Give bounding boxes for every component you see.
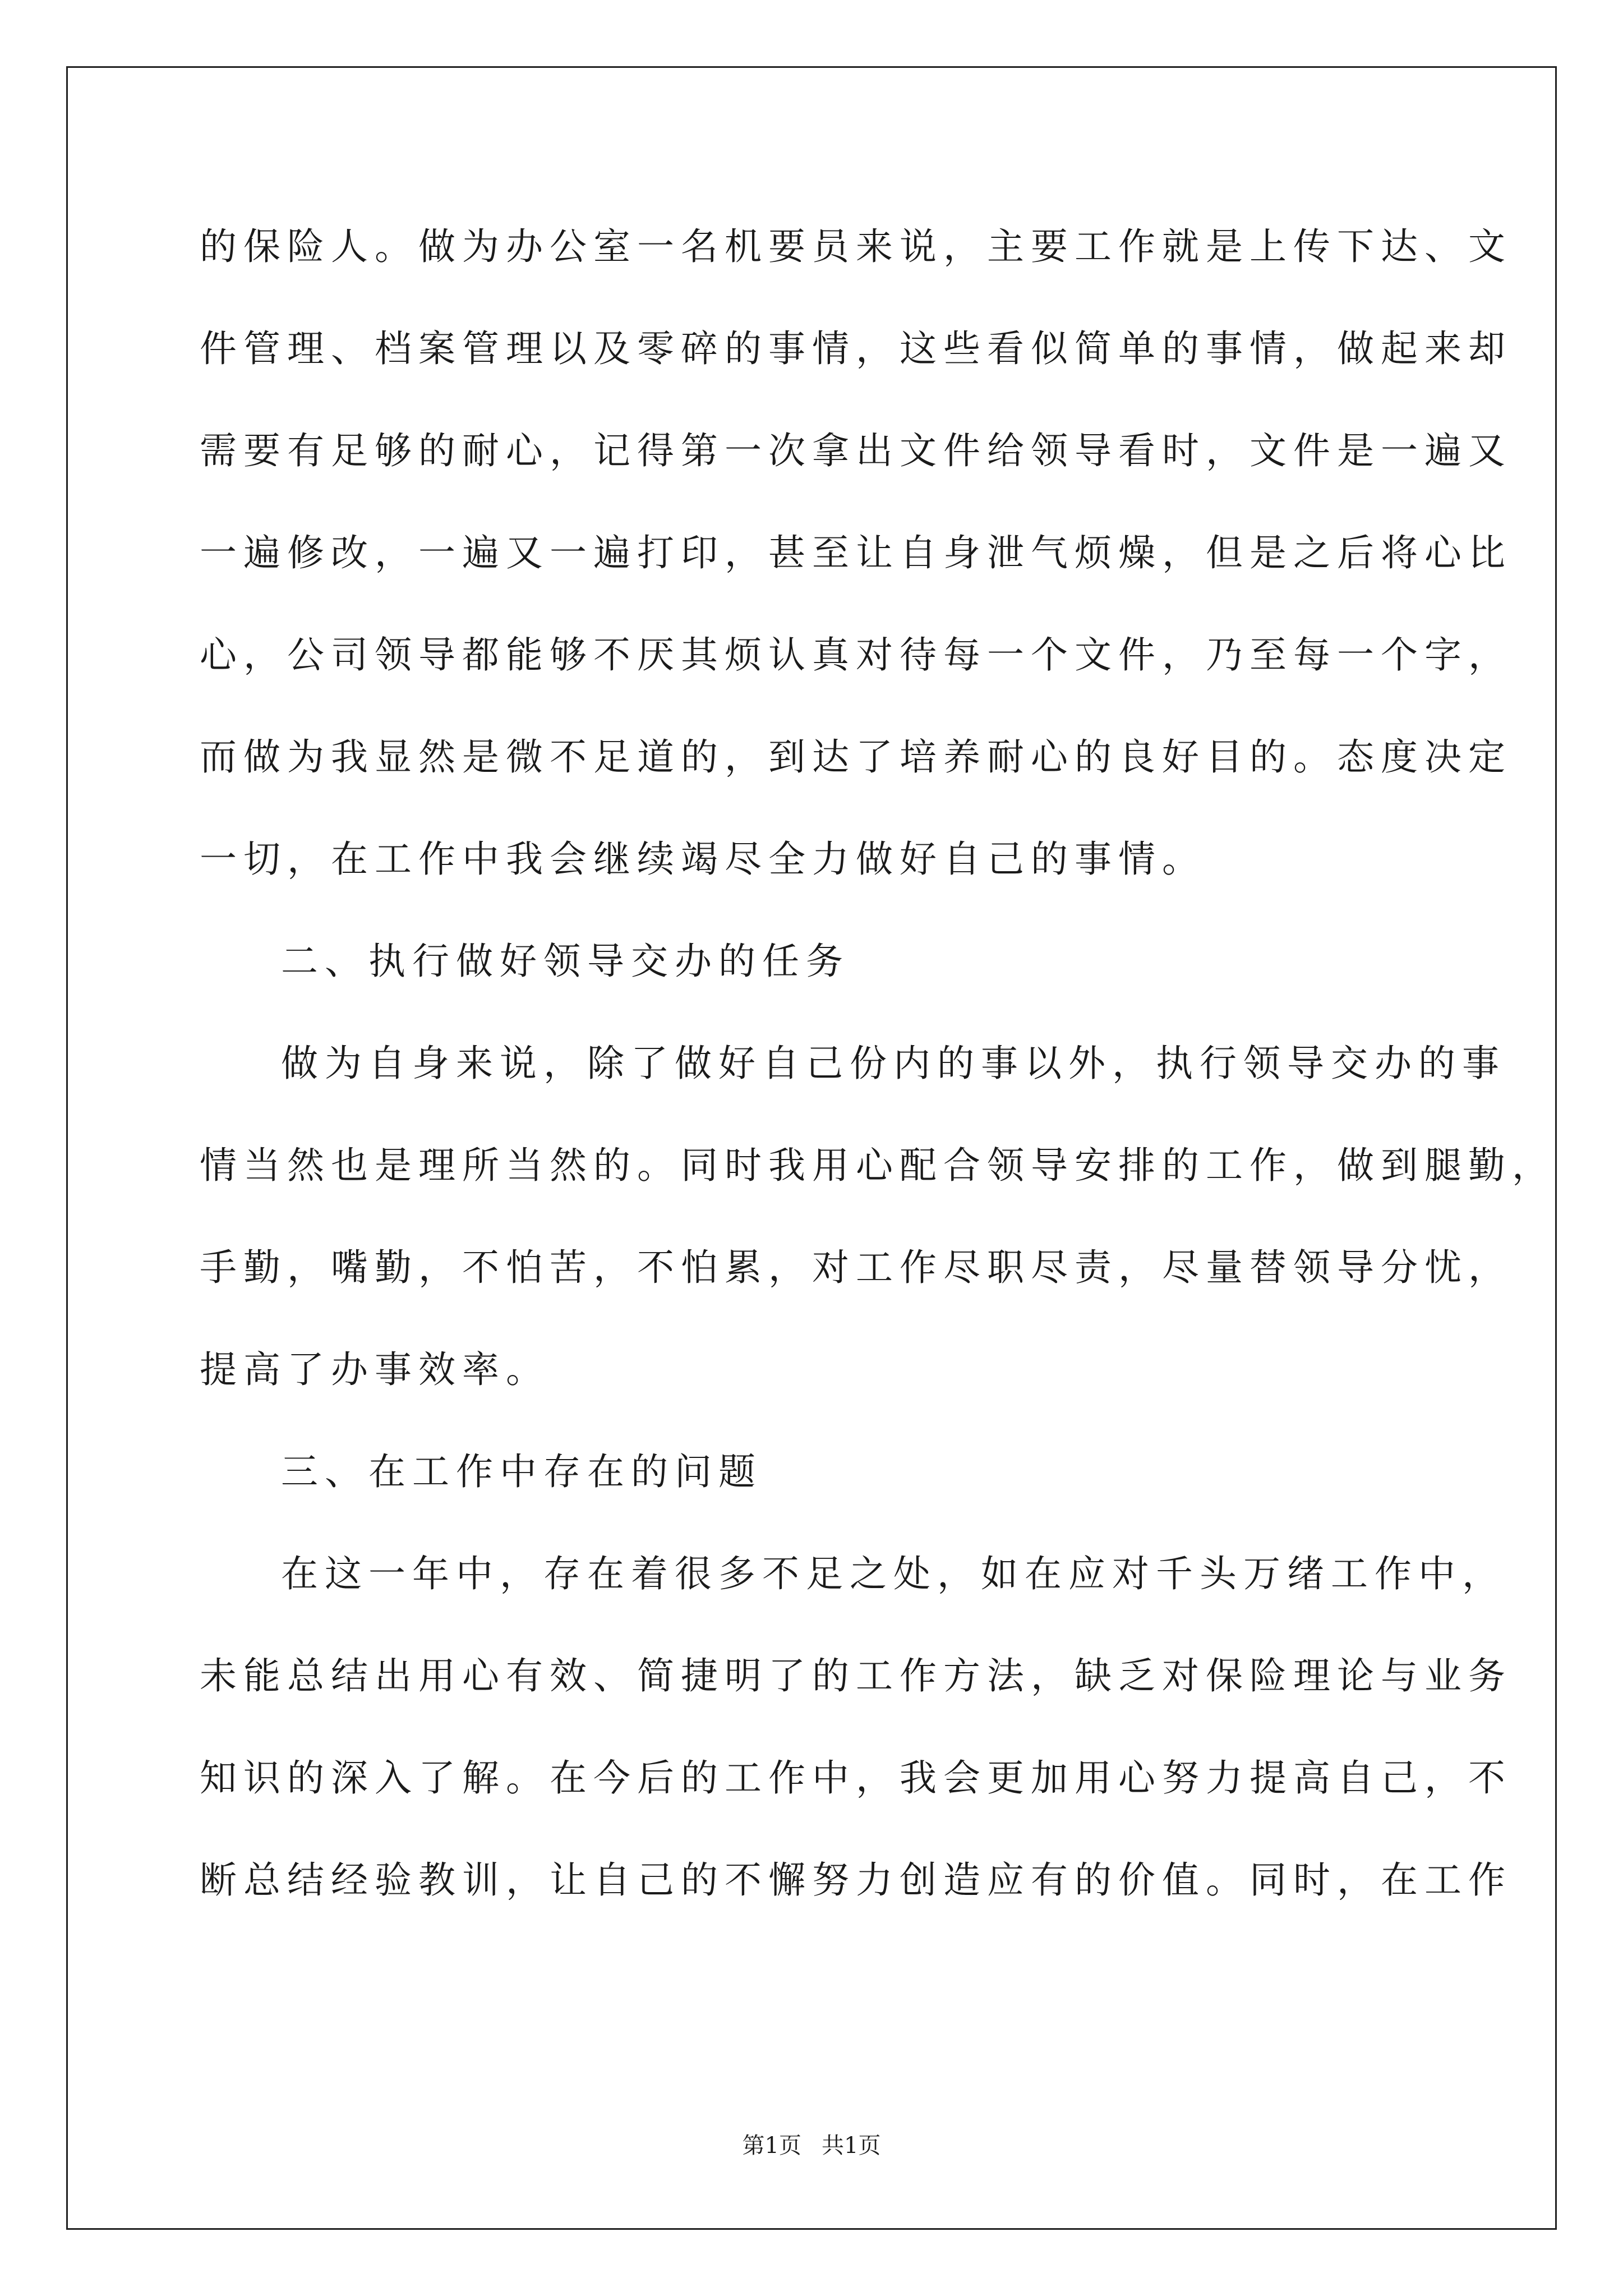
text-line: 心，公司领导都能够不厌其烦认真对待每一个文件，乃至每一个字， (200, 633, 1512, 677)
page-footer (0, 2129, 1623, 2162)
text-line: 断总结经验教训，让自己的不懈努力创造应有的价值。同时，在工作 (200, 1858, 1512, 1902)
text-line: 的保险人。做为办公室一名机要员来说，主要工作就是上传下达、文 (200, 225, 1512, 268)
section-heading: 二、执行做好领导交办的任务 (281, 940, 850, 983)
text-line: 需要有足够的耐心，记得第一次拿出文件给领导看时，文件是一遍又 (200, 429, 1512, 472)
text-line: 而做为我显然是微不足道的，到达了培养耐心的良好目的。态度决定 (200, 735, 1512, 779)
text-line: 情当然也是理所当然的。同时我用心配合领导安排的工作，做到腿勤， (200, 1144, 1556, 1187)
text-line: 一切，在工作中我会继续竭尽全力做好自己的事情。 (200, 838, 1206, 881)
text-line: 一遍修改，一遍又一遍打印，甚至让自身泄气烦燥，但是之后将心比 (200, 531, 1512, 574)
text-line: 手勤，嘴勤，不怕苦，不怕累，对工作尽职尽责，尽量替领导分忧， (200, 1246, 1512, 1289)
text-line: 未能总结出用心有效、简捷明了的工作方法，缺乏对保险理论与业务 (200, 1654, 1512, 1697)
text-line: 在这一年中，存在着很多不足之处，如在应对千头万绪工作中， (281, 1552, 1506, 1595)
text-line: 知识的深入了解。在今后的工作中，我会更加用心努力提高自己，不 (200, 1756, 1512, 1800)
section-heading: 三、在工作中存在的问题 (281, 1450, 762, 1493)
page-total: 共1页 (822, 2133, 881, 2159)
text-line: 提高了办事效率。 (200, 1348, 550, 1391)
text-line: 做为自身来说，除了做好自己份内的事以外，执行领导交办的事 (281, 1042, 1506, 1085)
page-number: 第1页 (742, 2133, 801, 2159)
text-line: 件管理、档案管理以及零碎的事情，这些看似简单的事情，做起来却 (200, 327, 1512, 370)
